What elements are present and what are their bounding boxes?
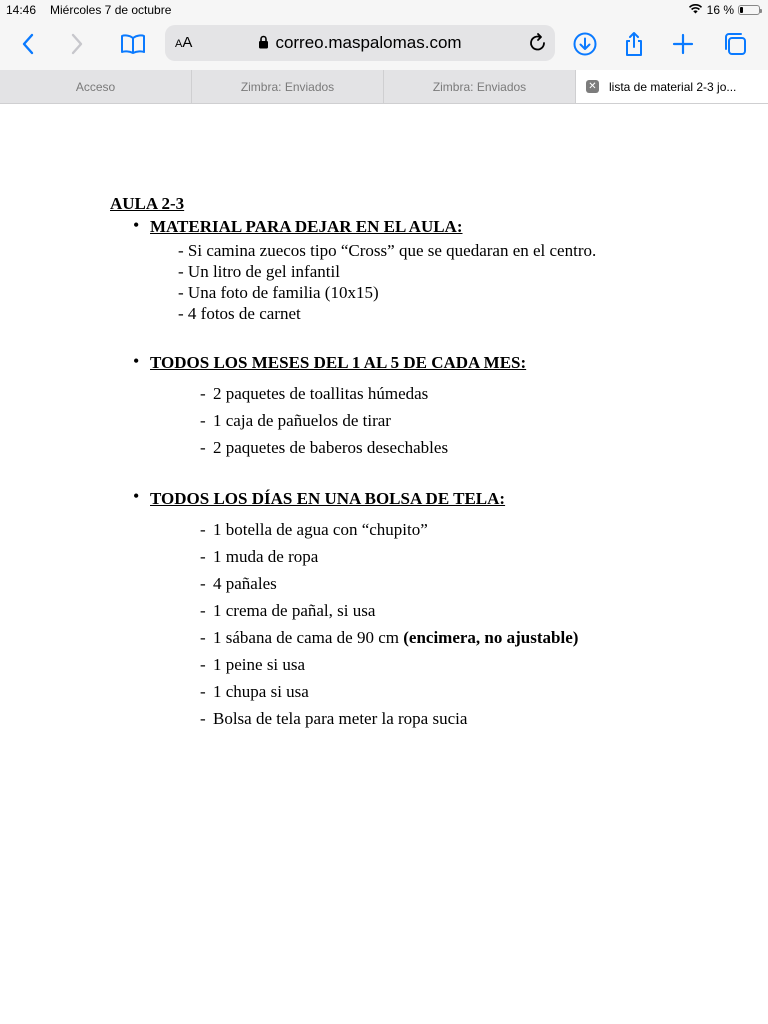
list-item: [200, 682, 309, 702]
status-bar: [0, 0, 768, 20]
list-item: [200, 601, 375, 621]
dash-marker: -: [200, 547, 206, 566]
battery-icon: [738, 5, 760, 15]
section-heading: MATERIAL PARA DEJAR EN EL AULA:: [150, 217, 463, 236]
document-title: AULA 2-3: [110, 194, 185, 213]
list-item: - 4 fotos de carnet: [178, 304, 301, 323]
status-time: 14:46: [6, 3, 37, 17]
close-tab-icon[interactable]: ✕: [586, 80, 599, 93]
dash-marker: -: [200, 682, 206, 701]
list-item: [200, 547, 318, 567]
list-item: - Si camina zuecos tipo “Cross” que se quedaran en el centro.: [178, 241, 597, 260]
browser-toolbar: [0, 20, 768, 70]
tab-label: Zimbra: Enviados: [240, 79, 335, 94]
list-item-text: 1 botella de agua con “chupito”: [213, 520, 428, 539]
status-right: [688, 3, 760, 17]
plus-icon: [672, 33, 694, 55]
list-item: [200, 438, 448, 458]
reload-icon[interactable]: [529, 32, 547, 57]
address-bar[interactable]: [165, 25, 555, 61]
bullet-icon: •: [133, 215, 140, 235]
section-heading: TODOS LOS DÍAS EN UNA BOLSA DE TELA:: [150, 489, 506, 508]
tab-zimbra-enviados-2[interactable]: [384, 70, 576, 103]
list-item-text: 1 chupa si usa: [213, 682, 309, 701]
section-heading: TODOS LOS MESES DEL 1 AL 5 DE CADA MES:: [150, 353, 527, 372]
list-item-text: 1 crema de pañal, si usa: [213, 601, 376, 620]
list-item-text: 1 peine si usa: [213, 655, 306, 674]
tab-zimbra-enviados[interactable]: [192, 70, 384, 103]
wifi-icon: [688, 3, 703, 17]
bold-note: (encimera, no ajustable): [403, 628, 579, 647]
book-icon: [120, 34, 146, 54]
tabs-icon: [722, 31, 748, 57]
list-item-text: 1 sábana de cama de 90 cm: [213, 628, 404, 647]
list-item: - Una foto de familia (10x15): [178, 283, 379, 302]
share-icon: [623, 31, 645, 57]
list-item-text: 1 caja de pañuelos de tirar: [213, 411, 391, 430]
download-icon: [573, 32, 597, 56]
dash-marker: -: [200, 601, 206, 620]
dash-marker: -: [200, 384, 206, 403]
list-item: [200, 709, 467, 729]
url-text: correo.maspalomas.com: [275, 33, 462, 52]
back-button[interactable]: [12, 28, 44, 60]
dash-marker: -: [200, 438, 206, 457]
list-item: [200, 384, 428, 404]
dash-marker: -: [200, 709, 206, 728]
tabs-overview-button[interactable]: [719, 28, 751, 60]
dash-marker: -: [200, 411, 206, 430]
tab-label: lista de material 2-3 jo...: [609, 79, 737, 94]
tab-lista-material[interactable]: [576, 70, 768, 103]
list-item-text: 4 pañales: [213, 574, 277, 593]
list-item: [200, 628, 578, 648]
tab-label: Zimbra: Enviados: [432, 79, 527, 94]
new-tab-button[interactable]: [667, 28, 699, 60]
dash-marker: -: [200, 574, 206, 593]
bookmarks-button[interactable]: [117, 28, 149, 60]
forward-button[interactable]: [61, 28, 93, 60]
list-item-text: 1 muda de ropa: [213, 547, 319, 566]
dash-marker: -: [200, 655, 206, 674]
chevron-right-icon: [70, 33, 84, 55]
list-item: [200, 520, 428, 540]
url-display[interactable]: [165, 33, 555, 54]
list-item-text: Bolsa de tela para meter la ropa sucia: [213, 709, 468, 728]
dash-marker: -: [200, 520, 206, 539]
list-item-text: 2 paquetes de baberos desechables: [213, 438, 449, 457]
bullet-icon: •: [133, 351, 140, 371]
battery-percent: 16 %: [706, 3, 734, 17]
tab-label: Acceso: [75, 79, 116, 94]
status-date: Miércoles 7 de octubre: [50, 3, 172, 17]
dash-marker: -: [200, 628, 206, 647]
tab-bar: [0, 70, 768, 104]
share-button[interactable]: [618, 28, 650, 60]
list-item-text: 2 paquetes de toallitas húmedas: [213, 384, 429, 403]
list-item: [200, 411, 391, 431]
list-item: - Un litro de gel infantil: [178, 262, 340, 281]
bullet-icon: •: [133, 486, 140, 506]
list-item: [200, 655, 305, 675]
tab-acceso[interactable]: [0, 70, 192, 103]
list-item: [200, 574, 277, 594]
text-size-button[interactable]: AA: [175, 34, 193, 51]
lock-icon: [258, 34, 269, 54]
chevron-left-icon: [21, 33, 35, 55]
downloads-button[interactable]: [569, 28, 601, 60]
